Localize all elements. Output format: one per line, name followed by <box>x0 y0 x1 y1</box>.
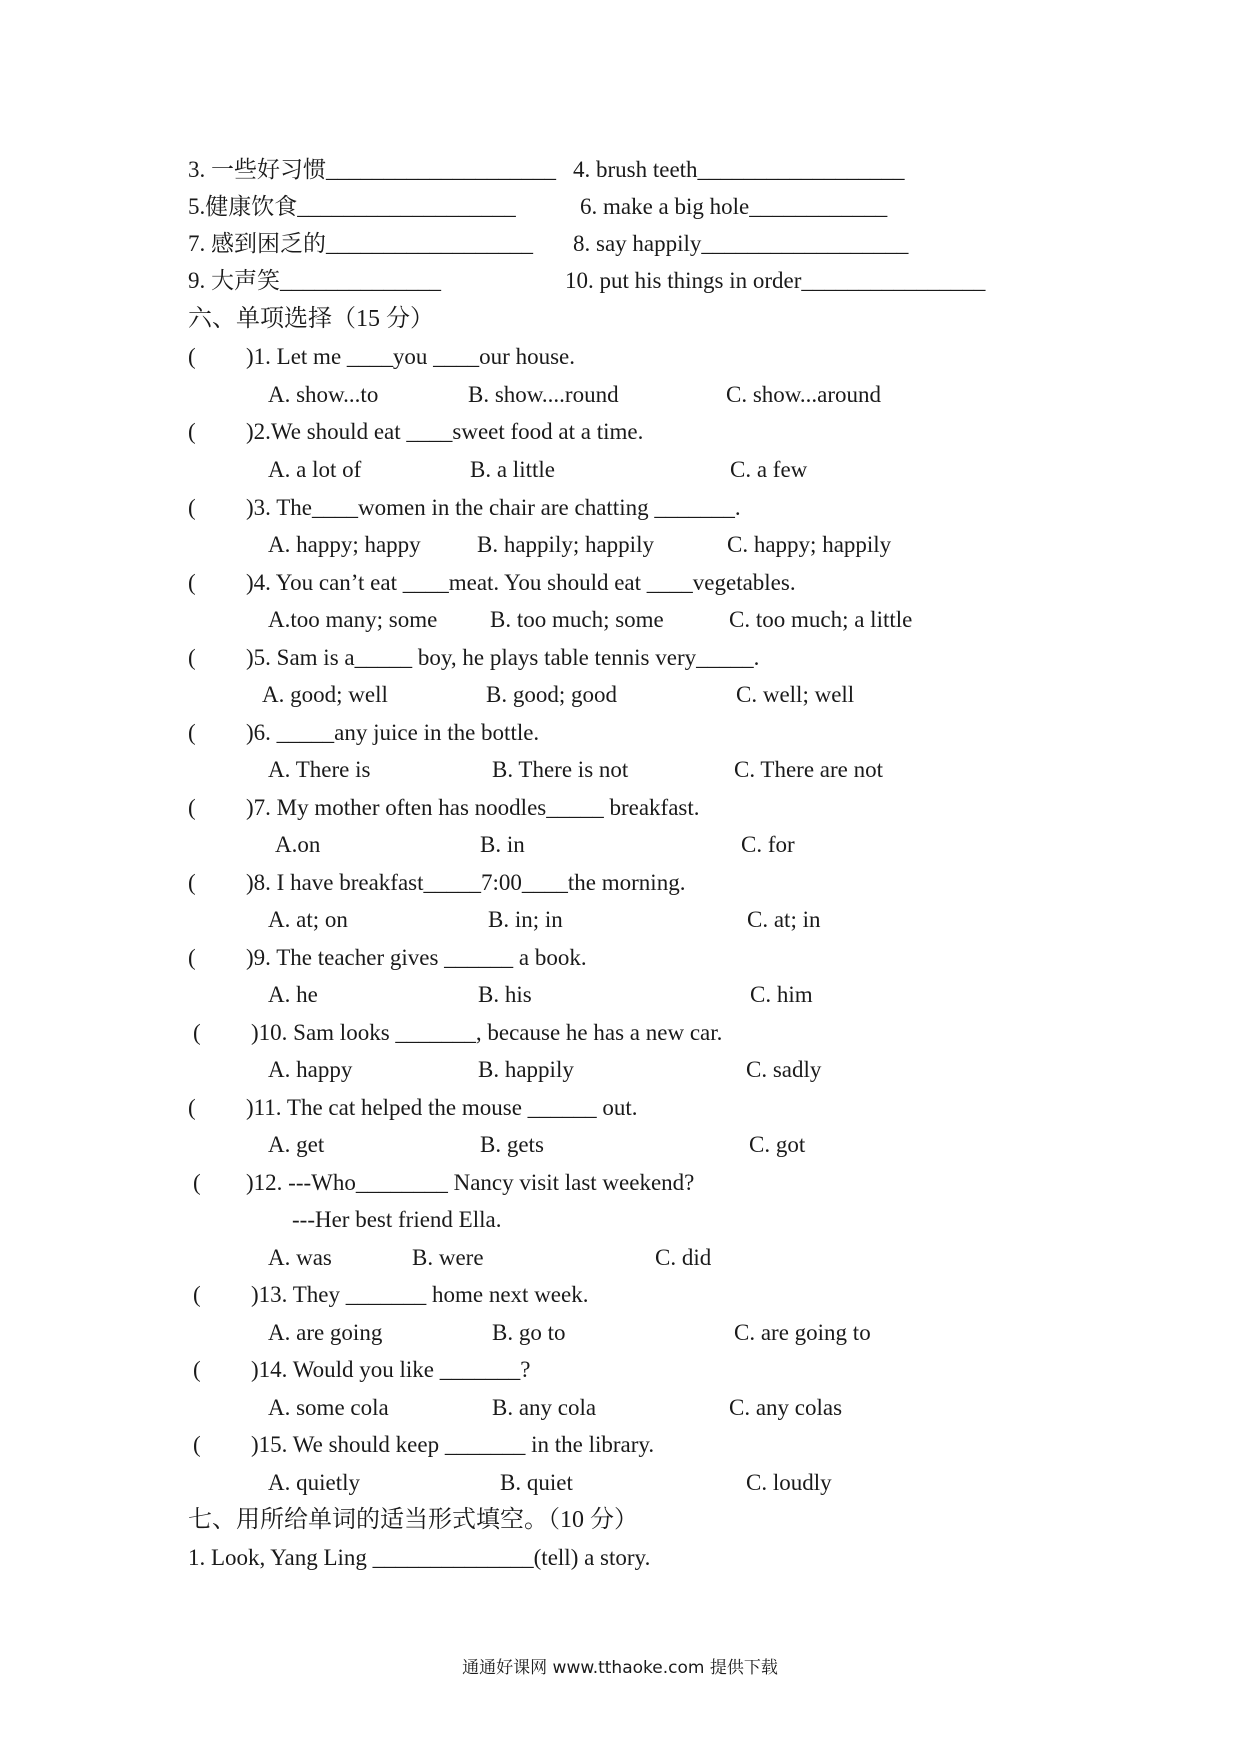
question-options <box>0 601 1240 639</box>
vocab-item: 5.健康饮食___________________ <box>188 194 516 219</box>
question-stem <box>0 1426 1240 1464</box>
option-b: B. any cola <box>492 1395 597 1420</box>
question-stem <box>0 1014 1240 1052</box>
question-stem <box>0 639 1240 677</box>
question-text: )8. I have breakfast_____7:00____the morning. <box>246 870 686 895</box>
option-b: B. gets <box>480 1132 544 1157</box>
option-b: B. a little <box>470 457 555 482</box>
answer-paren[interactable]: ( <box>188 945 196 970</box>
question-options <box>0 1239 1240 1277</box>
option-c: C. at; in <box>747 907 821 932</box>
question-stem <box>0 939 1240 977</box>
question-options <box>0 451 1240 489</box>
question-options <box>0 676 1240 714</box>
option-a: A. There is <box>268 757 371 782</box>
option-c: C. well; well <box>736 682 855 707</box>
option-c: C. sadly <box>746 1057 822 1082</box>
question-stem <box>0 789 1240 827</box>
vocab-row <box>0 225 1240 263</box>
option-c: C. him <box>750 982 813 1007</box>
option-a: A.too many; some <box>268 607 438 632</box>
vocab-item: 8. say happily__________________ <box>573 231 909 256</box>
answer-paren[interactable]: ( <box>188 795 196 820</box>
question-text: )1. Let me ____you ____our house. <box>246 344 575 369</box>
vocab-item: 9. 大声笑______________ <box>188 268 441 293</box>
option-a: A. get <box>268 1132 325 1157</box>
option-b: B. in; in <box>488 907 563 932</box>
option-a: A. he <box>268 982 318 1007</box>
question-options <box>0 751 1240 789</box>
option-a: A. quietly <box>268 1470 360 1495</box>
question-stem <box>0 1276 1240 1314</box>
option-c: C. loudly <box>746 1470 832 1495</box>
question-options <box>0 826 1240 864</box>
option-b: B. There is not <box>492 757 629 782</box>
option-a: A. was <box>268 1245 332 1270</box>
question-stem <box>0 413 1240 451</box>
vocab-row <box>0 188 1240 226</box>
question-options <box>0 1464 1240 1502</box>
option-a: A. are going <box>268 1320 383 1345</box>
dialog-answer: ---Her best friend Ella. <box>292 1207 502 1232</box>
option-b: B. show....round <box>468 382 619 407</box>
answer-paren[interactable]: ( <box>188 645 196 670</box>
question-stem <box>0 338 1240 376</box>
answer-paren[interactable]: ( <box>188 720 196 745</box>
question-text: )14. Would you like _______? <box>251 1357 531 1382</box>
question-text: )11. The cat helped the mouse ______ out. <box>246 1095 638 1120</box>
option-b: B. happily <box>478 1057 574 1082</box>
vocab-row <box>0 151 1240 189</box>
question-text: )15. We should keep _______ in the library. <box>251 1432 655 1457</box>
question-text: )9. The teacher gives ______ a book. <box>246 945 587 970</box>
vocab-item: 10. put his things in order________________ <box>565 268 986 293</box>
question-text: )4. You can’t eat ____meat. You should eat ____vegetables. <box>246 570 796 595</box>
question-stem <box>0 714 1240 752</box>
option-a: A. at; on <box>268 907 348 932</box>
fill-in-question: 1. Look, Yang Ling ______________(tell) a story. <box>188 1545 651 1570</box>
option-b: B. his <box>478 982 532 1007</box>
option-a: A. some cola <box>268 1395 389 1420</box>
question-options <box>0 1389 1240 1427</box>
answer-paren[interactable]: ( <box>193 1020 201 1045</box>
option-a: A. happy; happy <box>268 532 421 557</box>
answer-paren[interactable]: ( <box>188 1095 196 1120</box>
option-c: C. show...around <box>726 382 882 407</box>
option-b: B. in <box>480 832 525 857</box>
question-stem <box>0 864 1240 902</box>
question-stem <box>0 1089 1240 1127</box>
question-options <box>0 526 1240 564</box>
answer-paren[interactable]: ( <box>188 870 196 895</box>
question-options <box>0 976 1240 1014</box>
section-heading: 七、用所给单词的适当形式填空。（10 分） <box>188 1507 638 1533</box>
question-stem <box>0 489 1240 527</box>
question-dialog-line <box>0 1201 1240 1239</box>
question-text: )6. _____any juice in the bottle. <box>246 720 540 745</box>
option-c: C. too much; a little <box>729 607 913 632</box>
question-options <box>0 376 1240 414</box>
question-text: )10. Sam looks _______, because he has a new car. <box>251 1020 723 1045</box>
question-text: )5. Sam is a_____ boy, he plays table tennis very_____. <box>246 645 760 670</box>
vocab-item: 6. make a big hole____________ <box>580 194 888 219</box>
question-stem <box>0 1164 1240 1202</box>
answer-paren[interactable]: ( <box>193 1282 201 1307</box>
question-options <box>0 1051 1240 1089</box>
option-b: B. happily; happily <box>477 532 654 557</box>
option-c: C. There are not <box>734 757 884 782</box>
answer-paren[interactable]: ( <box>193 1432 201 1457</box>
vocab-item: 4. brush teeth__________________ <box>573 157 905 182</box>
option-b: B. were <box>412 1245 484 1270</box>
answer-paren[interactable]: ( <box>188 344 196 369</box>
question-stem <box>0 1351 1240 1389</box>
question-text: )13. They _______ home next week. <box>251 1282 589 1307</box>
question-options <box>0 901 1240 939</box>
option-b: B. go to <box>492 1320 566 1345</box>
option-a: A. happy <box>268 1057 353 1082</box>
answer-paren[interactable]: ( <box>193 1357 201 1382</box>
option-a: A.on <box>275 832 321 857</box>
option-c: C. any colas <box>729 1395 843 1420</box>
question-text: )12. ---Who________ Nancy visit last weekend? <box>246 1170 695 1195</box>
option-c: C. for <box>741 832 795 857</box>
question-options <box>0 1314 1240 1352</box>
answer-paren[interactable]: ( <box>188 495 196 520</box>
page-footer: 通通好课网 www.tthaoke.com 提供下载 <box>462 1658 778 1678</box>
option-b: B. quiet <box>500 1470 573 1495</box>
question-text: )2.We should eat ____sweet food at a time. <box>246 419 644 444</box>
option-a: A. show...to <box>268 382 379 407</box>
option-b: B. too much; some <box>490 607 664 632</box>
answer-paren[interactable]: ( <box>188 570 196 595</box>
answer-paren[interactable]: ( <box>188 419 196 444</box>
question-text: )3. The____women in the chair are chatting _______. <box>246 495 741 520</box>
option-c: C. got <box>749 1132 806 1157</box>
option-c: C. are going to <box>734 1320 871 1345</box>
answer-paren[interactable]: ( <box>193 1170 201 1195</box>
vocab-row <box>0 262 1240 300</box>
vocab-item: 3. 一些好习惯____________________ <box>188 157 556 182</box>
question-text: )7. My mother often has noodles_____ breakfast. <box>246 795 700 820</box>
option-c: C. happy; happily <box>727 532 892 557</box>
option-b: B. good; good <box>486 682 617 707</box>
option-c: C. did <box>655 1245 712 1270</box>
section-heading: 六、单项选择（15 分） <box>188 306 434 332</box>
option-c: C. a few <box>730 457 808 482</box>
option-a: A. good; well <box>262 682 388 707</box>
vocab-item: 7. 感到困乏的__________________ <box>188 231 533 256</box>
option-a: A. a lot of <box>268 457 362 482</box>
question-stem <box>0 564 1240 602</box>
question-options <box>0 1126 1240 1164</box>
